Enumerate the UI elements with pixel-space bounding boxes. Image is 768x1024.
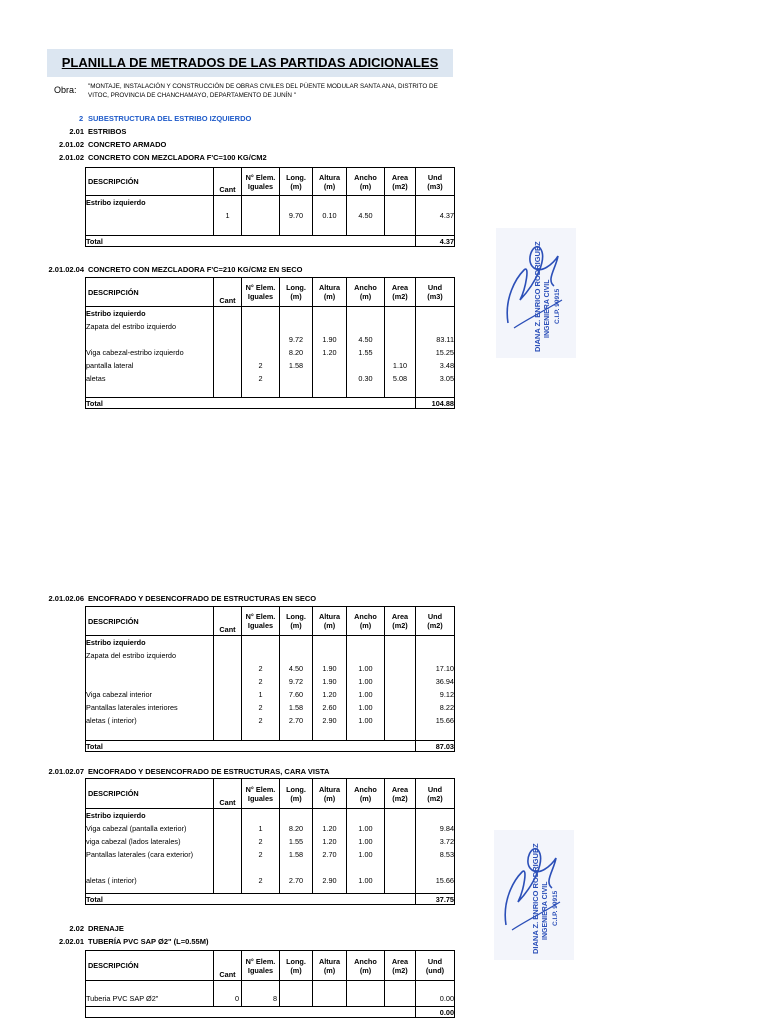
col-und: Und (m2)	[416, 779, 455, 809]
signature-icon	[496, 228, 576, 358]
anc-cell: 4.50	[347, 196, 385, 236]
area-cell	[385, 809, 416, 894]
col-descripcion: DESCRIPCIÓN	[86, 951, 214, 981]
desc-cell: Estribo izquierdo Zapata del estribo izquierdo Viga cabezal interior Pantallas laterales interiores aletas ( interior)	[86, 636, 214, 741]
anc-cell: 1.00 1.00 1.00 1.00 1.00	[347, 636, 385, 741]
stamp-role: INGENIERA CIVIL	[544, 279, 551, 338]
section-2-02-title: DRENAJE	[88, 924, 124, 933]
alt-cell: 1.90 1.90 1.20 2.60 2.90	[313, 636, 347, 741]
page-title: PLANILLA DE METRADOS DE LAS PARTIDAS ADICIONALES	[61, 55, 439, 70]
col-altura: Altura (m)	[313, 951, 347, 981]
col-descripcion: DESCRIPCIÓN	[86, 607, 214, 636]
engineer-signature-stamp	[496, 228, 576, 358]
col-ancho: Ancho (m)	[347, 168, 385, 196]
long-cell: 9.72 8.20 1.58	[280, 307, 313, 398]
section-2-01-02-title: CONCRETO ARMADO	[88, 140, 167, 149]
col-long: Long. (m)	[280, 607, 313, 636]
total-value: 0.00	[416, 1007, 455, 1018]
section-concreto-100-number: 2.01.02	[58, 153, 84, 162]
alt-cell	[313, 981, 347, 1007]
col-n-elem: N° Elem. Iguales	[242, 779, 280, 809]
n-cell: 2 2	[242, 307, 280, 398]
stamp-cip: C.I.P. 99915	[552, 890, 559, 926]
col-cant: Cant	[214, 779, 242, 809]
area-cell	[385, 636, 416, 741]
section-2-01-02-07-number: 2.01.02.07	[48, 767, 84, 776]
metrado-table-concreto-210	[85, 277, 455, 409]
stamp-name: DIANA Z. ENRICO RODRIGUEZ	[531, 843, 540, 954]
section-2-01-02-06-title: ENCOFRADO Y DESENCOFRADO DE ESTRUCTURAS EN SECO	[88, 594, 317, 603]
table-body	[86, 196, 455, 236]
col-und: Und (m3)	[416, 278, 455, 307]
section-2-01-number: 2.01	[69, 127, 84, 136]
metrado-table-encofrado-cara-vista	[85, 778, 455, 905]
cant-cell	[214, 809, 242, 894]
section-2-title: SUBESTRUCTURA DEL ESTRIBO IZQUIERDO	[88, 114, 252, 123]
area-cell: 1.10 5.08	[385, 307, 416, 398]
col-area: Area (m2)	[385, 278, 416, 307]
col-ancho: Ancho (m)	[347, 278, 385, 307]
total-value: 37.75	[416, 894, 455, 905]
total-label	[86, 1007, 416, 1018]
und-cell: 83.11 15.25 3.48 3.05	[416, 307, 455, 398]
n-cell: 8	[242, 981, 280, 1007]
cant-cell	[214, 307, 242, 398]
metrado-table-tuberia-pvc	[85, 950, 455, 1018]
cant-cell: 1	[214, 196, 242, 236]
section-2-01-02-04-number: 2.01.02.04	[48, 265, 84, 274]
col-long: Long. (m)	[280, 951, 313, 981]
col-n-elem: N° Elem. Iguales	[242, 951, 280, 981]
col-und: Und (m3)	[416, 168, 455, 196]
col-cant: Cant	[214, 168, 242, 196]
n-cell: 1 2 2 2	[242, 809, 280, 894]
section-2-02-01-title: TUBERÍA PVC SAP Ø2" (L=0.55M)	[88, 937, 209, 946]
col-ancho: Ancho (m)	[347, 779, 385, 809]
col-altura: Altura (m)	[313, 779, 347, 809]
alt-cell: 1.90 1.20	[313, 307, 347, 398]
total-label: Total	[86, 398, 416, 409]
col-area: Area (m2)	[385, 607, 416, 636]
obra-label: Obra:	[54, 85, 77, 95]
col-n-elem: N° Elem. Iguales	[242, 607, 280, 636]
stamp-role: INGENIERA CIVIL	[542, 881, 549, 940]
total-value: 87.03	[416, 741, 455, 752]
section-2-01-02-06-number: 2.01.02.06	[48, 594, 84, 603]
signature-icon	[494, 830, 574, 960]
section-2-number: 2	[79, 114, 84, 123]
col-descripcion: DESCRIPCIÓN	[86, 779, 214, 809]
cant-cell: 0	[214, 981, 242, 1007]
section-concreto-100-title: CONCRETO CON MEZCLADORA F'C=100 KG/CM2	[88, 153, 267, 162]
n-cell: 2 2 1 2 2	[242, 636, 280, 741]
desc-cell: Estribo izquierdo Viga cabezal (pantalla exterior) viga cabezal (lados laterales) Pantallas laterales (cara exterior) aletas ( interior)	[86, 809, 214, 894]
long-cell	[280, 981, 313, 1007]
col-n-elem: N° Elem. Iguales	[242, 168, 280, 196]
total-row	[86, 398, 455, 409]
area-cell	[385, 196, 416, 236]
metrado-table-concreto-100	[85, 167, 455, 247]
col-altura: Altura (m)	[313, 607, 347, 636]
und-cell: 0.00	[416, 981, 455, 1007]
total-row	[86, 1007, 455, 1018]
stamp-cip: C.I.P. 99915	[554, 288, 561, 324]
total-value: 4.37	[416, 236, 455, 247]
col-descripcion: DESCRIPCIÓN	[86, 168, 214, 196]
section-2-01-02-07-title: ENCOFRADO Y DESENCOFRADO DE ESTRUCTURAS, CARA VISTA	[88, 767, 330, 776]
obra-description: "MONTAJE, INSTALACIÓN Y CONSTRUCCIÓN DE OBRAS CIVILES DEL PÚENTE MODULAR SANTA ANA, DISTRITO DE VITOC, PROVINCIA DE CHANCHAMAYO, DEPARTAMENTO DE JUNÍN "	[88, 83, 438, 99]
col-altura: Altura (m)	[313, 278, 347, 307]
col-und: Und (m2)	[416, 607, 455, 636]
col-descripcion: DESCRIPCIÓN	[86, 278, 214, 307]
und-cell: 9.84 3.72 8.53 15.66	[416, 809, 455, 894]
section-2-01-title: ESTRIBOS	[88, 127, 127, 136]
desc-cell: Estribo izquierdo	[86, 196, 214, 236]
alt-cell: 0.10	[313, 196, 347, 236]
col-cant: Cant	[214, 607, 242, 636]
col-cant: Cant	[214, 278, 242, 307]
table-body	[86, 809, 455, 894]
col-area: Area (m2)	[385, 779, 416, 809]
total-label: Total	[86, 894, 416, 905]
table-body	[86, 636, 455, 741]
col-long: Long. (m)	[280, 278, 313, 307]
engineer-signature-stamp-2	[494, 830, 574, 960]
col-area: Area (m2)	[385, 168, 416, 196]
total-value: 104.88	[416, 398, 455, 409]
alt-cell: 1.20 1.20 2.70 2.90	[313, 809, 347, 894]
col-und: Und (und)	[416, 951, 455, 981]
col-area: Area (m2)	[385, 951, 416, 981]
n-cell	[242, 196, 280, 236]
anc-cell: 4.50 1.55 0.30	[347, 307, 385, 398]
table-row	[86, 981, 455, 1007]
col-ancho: Ancho (m)	[347, 951, 385, 981]
metrado-table-encofrado-seco	[85, 606, 455, 752]
total-row	[86, 894, 455, 905]
area-cell	[385, 981, 416, 1007]
long-cell: 8.20 1.55 1.58 2.70	[280, 809, 313, 894]
section-2-02-01-number: 2.02.01	[58, 937, 84, 946]
desc-cell: Tuberia PVC SAP Ø2"	[86, 981, 214, 1007]
total-row	[86, 236, 455, 247]
col-ancho: Ancho (m)	[347, 607, 385, 636]
anc-cell	[347, 981, 385, 1007]
col-long: Long. (m)	[280, 168, 313, 196]
cant-cell	[214, 636, 242, 741]
total-row	[86, 741, 455, 752]
col-long: Long. (m)	[280, 779, 313, 809]
col-altura: Altura (m)	[313, 168, 347, 196]
long-cell: 9.70	[280, 196, 313, 236]
desc-cell: Estribo izquierdo Zapata del estribo izquierdo Viga cabezal-estribo izquierdo pantalla lateral aletas	[86, 307, 214, 398]
stamp-name: DIANA Z. ENRICO RODRIGUEZ	[533, 241, 542, 352]
total-label: Total	[86, 236, 416, 247]
anc-cell: 1.00 1.00 1.00 1.00	[347, 809, 385, 894]
col-n-elem: N° Elem. Iguales	[242, 278, 280, 307]
section-2-01-02-04-title: CONCRETO CON MEZCLADORA F'C=210 KG/CM2 EN SECO	[88, 265, 303, 274]
section-2-02-number: 2.02	[69, 924, 84, 933]
section-2-01-02-number: 2.01.02	[58, 140, 84, 149]
und-cell: 17.10 36.94 9.12 8.22 15.66	[416, 636, 455, 741]
total-label: Total	[86, 741, 416, 752]
long-cell: 4.50 9.72 7.60 1.58 2.70	[280, 636, 313, 741]
col-cant: Cant	[214, 951, 242, 981]
und-cell: 4.37	[416, 196, 455, 236]
table-body	[86, 307, 455, 398]
